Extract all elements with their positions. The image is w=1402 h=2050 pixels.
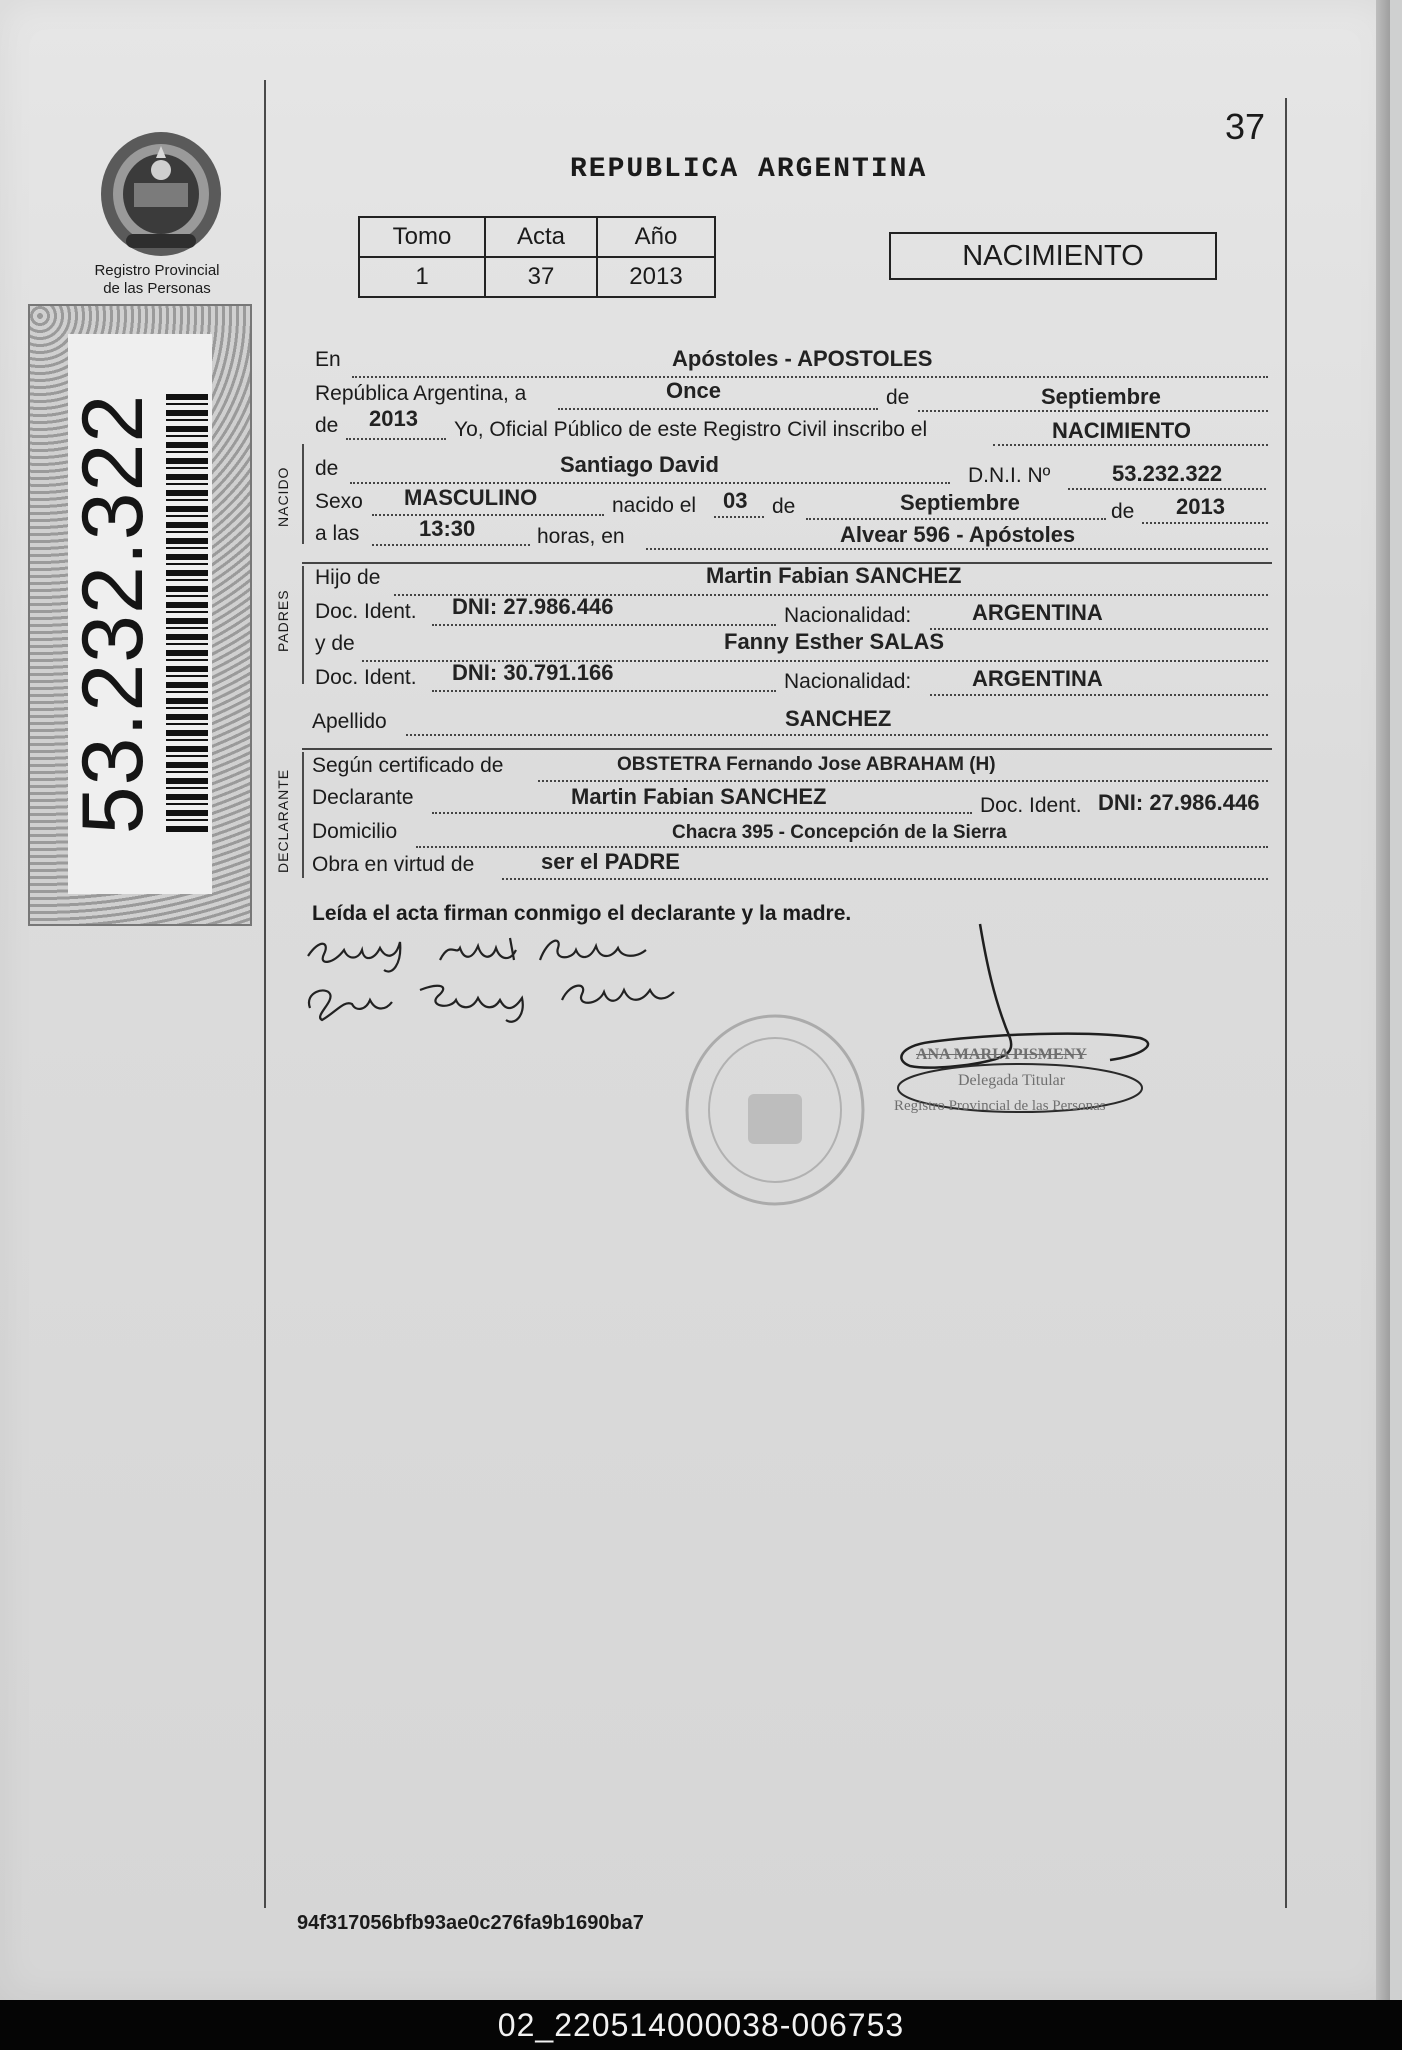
dots-domicilio [416, 846, 1268, 848]
label-apellido: Apellido [312, 710, 387, 733]
label-de-mes-nac: de [772, 495, 796, 518]
registry-label-line1: Registro Provincial [94, 262, 220, 279]
page-edge [1376, 0, 1390, 2000]
dots-declarante [432, 812, 972, 814]
value-sexo: MASCULINO [404, 485, 538, 510]
page-title: REPUBLICA ARGENTINA [570, 154, 928, 185]
value-anio-registro: 2013 [369, 406, 418, 431]
value-localidad: Apóstoles - APOSTOLES [672, 346, 933, 371]
dots-dni [1068, 488, 1266, 490]
value-padre-doc: DNI: 27.986.446 [452, 594, 614, 619]
dots-apellido [406, 734, 1268, 736]
stamp-title: Delegada Titular [958, 1072, 1066, 1089]
value-padre: Martin Fabian SANCHEZ [706, 563, 962, 588]
value-domicilio: Chacra 395 - Concepción de la Sierra [672, 822, 1007, 843]
label-declarante: Declarante [312, 786, 414, 809]
value-anio-nac: 2013 [1176, 494, 1225, 519]
separator-apellido [302, 748, 1272, 750]
dots-certificado [538, 780, 1268, 782]
value-declarante: Martin Fabian SANCHEZ [571, 784, 827, 809]
label-en: En [315, 348, 341, 371]
dots-lugar [646, 548, 1268, 550]
stamp-name: ANA MARIA PISMENY [916, 1046, 1087, 1063]
value-madre: Fanny Esther SALAS [724, 629, 945, 654]
dots-madre-doc [432, 690, 776, 692]
dots-hora [372, 544, 530, 546]
dots-sexo [372, 514, 604, 516]
value-padre-nac: ARGENTINA [972, 600, 1103, 625]
label-y-de: y de [315, 632, 355, 655]
label-nacido-el: nacido el [612, 494, 697, 517]
label-yo-oficial: Yo, Oficial Público de este Registro Civil inscribo el [454, 418, 928, 441]
barcode [166, 394, 208, 834]
value-dia-texto: Once [666, 378, 722, 403]
registry-label-line2: de las Personas [103, 280, 211, 297]
file-id: 02_220514000038-006753 [497, 2006, 905, 2043]
label-segun-certificado: Según certificado de [312, 754, 504, 777]
value-madre-doc: DNI: 30.791.166 [452, 660, 614, 685]
dots-padre-doc [432, 624, 776, 626]
province-emblem-icon [96, 128, 226, 260]
acta-value-anio: 2013 [597, 257, 715, 297]
document-hash: 94f317056bfb93ae0c276fa9b1690ba7 [297, 1912, 644, 1934]
section-label-nacido: NACIDO [275, 466, 291, 527]
acta-header-acta: Acta [485, 217, 597, 257]
acta-table-value-row [359, 257, 715, 297]
value-declarante-doc: DNI: 27.986.446 [1098, 790, 1260, 815]
dots-republica-2 [918, 410, 1268, 412]
left-border-line [264, 80, 266, 1908]
value-dni: 53.232.322 [1112, 461, 1223, 486]
acta-header-anio: Año [597, 217, 715, 257]
dots-republica-1 [558, 408, 878, 410]
file-id-bar [0, 2000, 1402, 2050]
value-mes-registro: Septiembre [1041, 384, 1161, 409]
label-doc-ident-madre: Doc. Ident. [315, 666, 417, 689]
section-label-padres: PADRES [275, 589, 291, 652]
declarante-section-line [302, 752, 304, 878]
label-de-mes-registro: de [886, 386, 910, 409]
acta-table-header-row [359, 217, 715, 257]
label-hijo-de: Hijo de [315, 566, 381, 589]
dots-tipo [993, 444, 1268, 446]
label-obra-virtud: Obra en virtud de [312, 853, 475, 876]
label-de-anio: de [315, 414, 339, 437]
signature-declarante [300, 920, 720, 1030]
nacido-section-line [302, 444, 304, 544]
dots-madre-nac [930, 694, 1268, 696]
label-de-anio-nac: de [1111, 500, 1135, 523]
dots-obra-virtud [502, 878, 1268, 880]
stamp-registry: Registro Provincial de las Personas [894, 1098, 1106, 1114]
acta-value-tomo: 1 [359, 257, 485, 297]
id-tag-inner [65, 334, 212, 894]
label-de-nombre: de [315, 457, 339, 480]
dots-dia-nac [714, 516, 764, 518]
value-dia-nac: 03 [723, 488, 748, 513]
acta-table [358, 216, 716, 298]
label-republica: República Argentina, a [315, 382, 527, 405]
acta-value-acta: 37 [485, 257, 597, 297]
value-certificado: OBSTETRA Fernando Jose ABRAHAM (H) [617, 754, 996, 775]
id-tag-number: 53.232.322 [65, 393, 161, 835]
dots-en [352, 376, 1268, 378]
label-a-las: a las [315, 522, 360, 545]
label-nacionalidad-madre: Nacionalidad: [784, 670, 912, 693]
acta-header-tomo: Tomo [359, 217, 485, 257]
value-madre-nac: ARGENTINA [972, 666, 1103, 691]
footer-statement: Leída el acta firman conmigo el declarante y la madre. [312, 902, 852, 925]
page-number: 37 [1225, 106, 1266, 147]
id-tag [28, 304, 252, 926]
value-hora: 13:30 [419, 516, 476, 541]
label-domicilio: Domicilio [312, 820, 398, 843]
dots-nombre [350, 482, 950, 484]
value-apellido: SANCHEZ [785, 706, 892, 731]
value-tipo-inscripcion: NACIMIENTO [1052, 418, 1191, 443]
value-lugar: Alvear 596 - Apóstoles [840, 522, 1076, 547]
registry-label [72, 262, 242, 298]
dots-mes-nac [806, 518, 1106, 520]
signature-official [890, 920, 1160, 1120]
label-doc-ident-padre: Doc. Ident. [315, 600, 417, 623]
value-mes-nac: Septiembre [900, 490, 1020, 515]
dots-anio-nac [1142, 522, 1268, 524]
label-doc-ident-declarante: Doc. Ident. [980, 794, 1082, 817]
label-sexo: Sexo [315, 490, 363, 513]
right-border-line [1285, 98, 1287, 1908]
acta-type-box: NACIMIENTO [889, 232, 1217, 280]
dots-padre-nac [930, 628, 1268, 630]
value-obra-virtud: ser el PADRE [541, 849, 680, 874]
value-nombre: Santiago David [560, 452, 719, 477]
label-dni: D.N.I. Nº [968, 464, 1051, 487]
label-horas-en: horas, en [537, 525, 625, 548]
label-nacionalidad-padre: Nacionalidad: [784, 604, 912, 627]
round-seal-icon [680, 1010, 870, 1210]
section-label-declarante: DECLARANTE [275, 768, 291, 873]
dots-anio [346, 438, 446, 440]
padres-section-line [302, 566, 304, 684]
